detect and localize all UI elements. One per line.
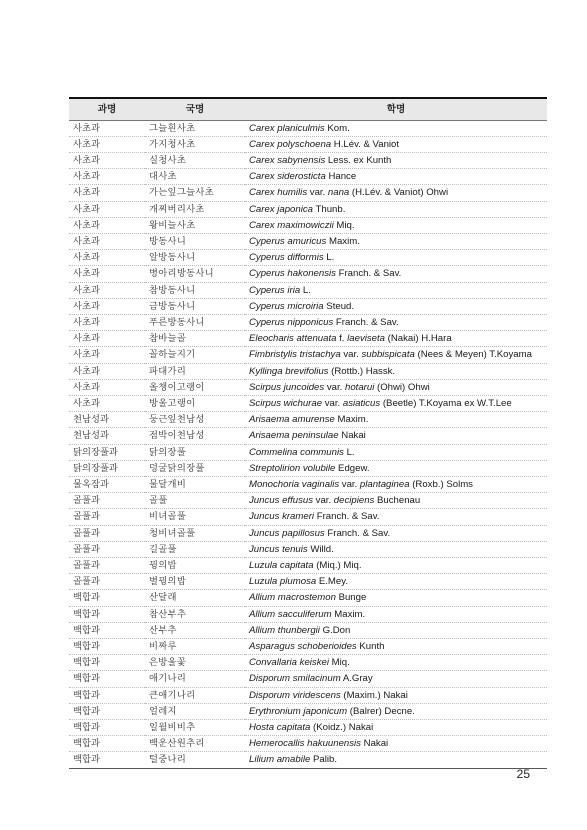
scientific-name-italic: Arisaema peninsulae (249, 430, 339, 442)
scientific-name-text: Palib. (310, 754, 337, 766)
family-cell: 닭의장풀과 (69, 460, 145, 476)
table-row (69, 120, 547, 136)
family-cell: 사초과 (69, 331, 145, 347)
scientific-name-italic: Lilium amabile (249, 754, 311, 766)
scientific-name-italic: Carex japonica (249, 203, 313, 215)
header-scientific-name: 학명 (245, 98, 547, 120)
scientific-name-cell (245, 606, 547, 622)
scientific-name-text: Franch. & Sav. (335, 268, 402, 280)
scientific-name-italic: Carex humilis (249, 187, 308, 199)
table-row (69, 460, 547, 476)
table-row (69, 671, 547, 687)
family-cell: 사초과 (69, 152, 145, 168)
scientific-name-cell (245, 395, 547, 411)
scientific-name-text: (Beetle) T.Koyama ex W.T.Lee (380, 397, 512, 409)
scientific-name-text: Kunth (356, 641, 385, 652)
scientific-name-text: Steud. (323, 300, 355, 312)
family-cell: 골풀과 (69, 509, 145, 525)
scientific-name-cell (245, 412, 547, 428)
korean-name-cell: 백운산원추리 (145, 736, 245, 752)
table-row (69, 331, 547, 347)
scientific-name-cell (245, 217, 547, 233)
family-cell: 백합과 (69, 687, 145, 703)
table-row (69, 574, 547, 590)
scientific-name-italic: Allium macrostemon (249, 592, 336, 604)
scientific-name-text: Less. ex Kunth (325, 154, 392, 166)
table-row (69, 217, 547, 233)
table-row (69, 379, 547, 395)
scientific-name-italic: Allium sacculiferum (249, 608, 332, 620)
scientific-name-italic: Monochoria vaginalis (249, 478, 340, 490)
korean-name-cell: 별꿩의밥 (145, 574, 245, 590)
korean-name-cell: 비짜루 (145, 639, 245, 655)
korean-name-cell: 가지청사초 (145, 136, 245, 152)
korean-name-cell: 실청사초 (145, 152, 245, 168)
table-row (69, 136, 547, 152)
scientific-name-italic: Carex polyschoena (249, 138, 332, 150)
korean-name-cell: 얼레지 (145, 703, 245, 719)
korean-name-cell: 가는잎그늘사초 (145, 185, 245, 201)
family-cell: 사초과 (69, 136, 145, 152)
scientific-name-italic: Scirpus wichurae (249, 397, 323, 409)
table-row (69, 590, 547, 606)
korean-name-cell: 대사초 (145, 169, 245, 185)
table-row (69, 639, 547, 655)
scientific-name-text: Kom. (324, 122, 350, 134)
scientific-name-cell (245, 201, 547, 217)
scientific-name-italic: Commelina communis (249, 446, 344, 458)
scientific-name-text: var. (322, 397, 343, 409)
table-header (69, 98, 547, 120)
scientific-name-text: L. (343, 446, 355, 458)
korean-name-cell: 큰애기나리 (145, 687, 245, 703)
family-cell: 백합과 (69, 736, 145, 752)
table-row (69, 412, 547, 428)
family-cell: 사초과 (69, 185, 145, 201)
korean-name-cell: 방울고랭이 (145, 395, 245, 411)
family-cell: 백합과 (69, 590, 145, 606)
scientific-name-italic: Juncus effusus (249, 495, 313, 507)
scientific-name-text: Nakai (338, 430, 366, 442)
korean-name-cell: 꼴하늘지기 (145, 347, 245, 363)
scientific-name-text: var. (324, 381, 345, 393)
page-number: 25 (516, 767, 530, 781)
family-cell: 물옥잠과 (69, 476, 145, 492)
scientific-name-italic: Hosta capitata (249, 722, 311, 734)
scientific-name-text: Maxim. (331, 608, 366, 620)
family-cell: 사초과 (69, 169, 145, 185)
scientific-name-text: Edgew. (335, 462, 370, 474)
scientific-name-text: (Nakai) H.Hara (385, 333, 452, 345)
scientific-name-italic: Cyperus hakonensis (249, 268, 336, 280)
scientific-name-italic: asiaticus (342, 397, 381, 409)
korean-name-cell: 꿩의밥 (145, 557, 245, 573)
korean-name-cell: 덩굴닭의장풀 (145, 460, 245, 476)
korean-name-cell: 참바늘골 (145, 331, 245, 347)
korean-name-cell: 물달개비 (145, 476, 245, 492)
scientific-name-cell (245, 509, 547, 525)
scientific-name-cell (245, 428, 547, 444)
table-row (69, 525, 547, 541)
family-cell: 닭의장풀과 (69, 444, 145, 460)
korean-name-cell: 닭의장풀 (145, 444, 245, 460)
scientific-name-cell (245, 460, 547, 476)
scientific-name-text: Thunb. (313, 203, 346, 215)
korean-name-cell: 은방울꽃 (145, 655, 245, 671)
scientific-name-italic: Eleocharis attenuata (249, 333, 337, 345)
scientific-name-cell (245, 120, 547, 136)
table-row (69, 169, 547, 185)
table-row (69, 655, 547, 671)
scientific-name-cell (245, 703, 547, 719)
table-row (69, 250, 547, 266)
table-row (69, 298, 547, 314)
scientific-name-italic: Juncus tenuis (249, 543, 308, 555)
korean-name-cell: 털중나리 (145, 752, 245, 768)
scientific-name-cell (245, 493, 547, 509)
scientific-name-text: Miq. (333, 219, 355, 231)
scientific-name-text: Franch. & Sav. (333, 316, 399, 328)
scientific-name-cell (245, 752, 547, 768)
korean-name-cell: 그늘흰사초 (145, 120, 245, 136)
scientific-name-text: var. (340, 349, 362, 361)
korean-name-cell: 병아리방동사니 (145, 266, 245, 282)
korean-name-cell: 올챙이고랭이 (145, 379, 245, 395)
scientific-name-italic: subbispicata (361, 349, 415, 361)
korean-name-cell: 참산부추 (145, 606, 245, 622)
family-cell: 사초과 (69, 233, 145, 249)
scientific-name-cell (245, 590, 547, 606)
scientific-name-cell (245, 444, 547, 460)
table-row (69, 509, 547, 525)
scientific-name-cell (245, 152, 547, 168)
scientific-name-italic: Cyperus microiria (249, 300, 324, 312)
species-table (69, 97, 547, 769)
korean-name-cell: 점박이천남성 (145, 428, 245, 444)
scientific-name-italic: Luzula plumosa (249, 576, 317, 588)
table-row (69, 185, 547, 201)
scientific-name-italic: Streptolirion volubile (249, 462, 336, 474)
scientific-name-cell (245, 379, 547, 395)
family-cell: 사초과 (69, 266, 145, 282)
family-cell: 사초과 (69, 282, 145, 298)
scientific-name-cell (245, 687, 547, 703)
scientific-name-text: (H.Lév. & Vaniot) Ohwi (349, 187, 449, 199)
family-cell: 백합과 (69, 720, 145, 736)
family-cell: 천남성과 (69, 412, 145, 428)
scientific-name-cell (245, 233, 547, 249)
header-korean-name: 국명 (145, 98, 245, 120)
scientific-name-cell (245, 136, 547, 152)
family-cell: 사초과 (69, 298, 145, 314)
scientific-name-italic: Carex siderosticta (249, 171, 326, 183)
scientific-name-cell (245, 639, 547, 655)
scientific-name-text: Bunge (335, 592, 367, 604)
table-row (69, 687, 547, 703)
scientific-name-italic: Hemerocallis hakuunensis (249, 738, 361, 750)
table-row (69, 444, 547, 460)
scientific-name-italic: Cyperus difformis (249, 252, 324, 264)
scientific-name-text: A.Gray (340, 673, 373, 685)
table-row (69, 347, 547, 363)
table-row (69, 282, 547, 298)
table-row (69, 314, 547, 330)
scientific-name-italic: hotarui (345, 381, 375, 393)
scientific-name-cell (245, 622, 547, 638)
family-cell: 골풀과 (69, 541, 145, 557)
header-family: 과명 (69, 98, 145, 120)
family-cell: 백합과 (69, 606, 145, 622)
korean-name-cell: 왕비늘사초 (145, 217, 245, 233)
scientific-name-text: (Balrer) Decne. (347, 705, 415, 717)
scientific-name-text: Maxim. (326, 235, 360, 247)
scientific-name-cell (245, 574, 547, 590)
korean-name-cell: 비녀골풀 (145, 509, 245, 525)
korean-name-cell: 애기나리 (145, 671, 245, 687)
scientific-name-cell (245, 476, 547, 492)
scientific-name-text: Franch. & Sav. (324, 527, 391, 539)
table-row (69, 736, 547, 752)
scientific-name-cell (245, 314, 547, 330)
scientific-name-cell (245, 655, 547, 671)
table-row (69, 152, 547, 168)
scientific-name-cell (245, 720, 547, 736)
scientific-name-italic: Carex maximowiczii (249, 219, 334, 231)
scientific-name-text: L. (323, 252, 335, 264)
family-cell: 천남성과 (69, 428, 145, 444)
korean-name-cell: 알방동사니 (145, 250, 245, 266)
family-cell: 사초과 (69, 395, 145, 411)
scientific-name-text: var. (339, 478, 360, 490)
scientific-name-cell (245, 169, 547, 185)
korean-name-cell: 산달래 (145, 590, 245, 606)
korean-name-cell: 일월비비추 (145, 720, 245, 736)
scientific-name-text: L. (300, 284, 311, 296)
table-row (69, 752, 547, 768)
scientific-name-italic: Juncus krameri (249, 511, 315, 523)
scientific-name-italic: nana (327, 187, 350, 199)
scientific-name-text: Buchenau (374, 495, 421, 507)
scientific-name-italic: Allium thunbergii (249, 624, 320, 636)
table-row (69, 703, 547, 719)
scientific-name-italic: Cyperus iria (249, 284, 301, 296)
scientific-name-text: H.Lév. & Vaniot (331, 138, 400, 150)
table-row (69, 476, 547, 492)
scientific-name-text: var. (313, 495, 334, 507)
korean-name-cell: 참방동사니 (145, 282, 245, 298)
scientific-name-cell (245, 671, 547, 687)
scientific-name-italic: Erythronium japonicum (249, 705, 348, 717)
scientific-name-cell (245, 557, 547, 573)
scientific-name-text: Miq. (328, 657, 350, 669)
scientific-name-text: f. (336, 333, 348, 345)
scientific-name-text: Franch. & Sav. (314, 511, 380, 523)
korean-name-cell: 푸른방동사니 (145, 314, 245, 330)
scientific-name-text: Nakai (360, 738, 389, 750)
family-cell: 백합과 (69, 703, 145, 719)
scientific-name-italic: laeviseta (347, 333, 386, 345)
scientific-name-text: (Ohwi) Ohwi (374, 381, 430, 393)
scientific-name-italic: Cyperus amuricus (249, 235, 327, 247)
family-cell: 사초과 (69, 250, 145, 266)
scientific-name-cell (245, 282, 547, 298)
scientific-name-text: (Rottb.) Hassk. (328, 365, 396, 377)
family-cell: 백합과 (69, 655, 145, 671)
family-cell: 사초과 (69, 120, 145, 136)
scientific-name-italic: Cyperus nipponicus (249, 316, 334, 328)
scientific-name-text: Hance (325, 171, 357, 183)
scientific-name-italic: Kyllinga brevifolius (249, 365, 329, 377)
scientific-name-italic: Scirpus juncoides (249, 381, 325, 393)
scientific-name-text: (Maxim.) Nakai (340, 689, 408, 701)
scientific-name-italic: Luzula capitata (249, 559, 314, 571)
family-cell: 백합과 (69, 671, 145, 687)
scientific-name-italic: Fimbristylis tristachya (249, 349, 341, 361)
family-cell: 백합과 (69, 639, 145, 655)
scientific-name-italic: Arisaema amurense (249, 414, 335, 426)
family-cell: 사초과 (69, 314, 145, 330)
scientific-name-italic: Asparagus schoberioides (249, 641, 357, 652)
scientific-name-cell (245, 298, 547, 314)
family-cell: 골풀과 (69, 557, 145, 573)
family-cell: 사초과 (69, 379, 145, 395)
scientific-name-text: G.Don (319, 624, 351, 636)
korean-name-cell: 둥근잎천남성 (145, 412, 245, 428)
table-row (69, 557, 547, 573)
scientific-name-cell (245, 347, 547, 363)
scientific-name-italic: Juncus papillosus (249, 527, 325, 539)
scientific-name-cell (245, 363, 547, 379)
scientific-name-cell (245, 331, 547, 347)
table-row (69, 395, 547, 411)
family-cell: 사초과 (69, 347, 145, 363)
scientific-name-italic: decipiens (333, 495, 375, 507)
scientific-name-text: (Miq.) Miq. (313, 559, 362, 571)
scientific-name-italic: Carex planiculmis (249, 122, 325, 134)
scientific-name-text: var. (307, 187, 328, 199)
scientific-name-text: Maxim. (334, 414, 369, 426)
scientific-name-cell (245, 541, 547, 557)
family-cell: 골풀과 (69, 525, 145, 541)
table-row (69, 201, 547, 217)
korean-name-cell: 골풀 (145, 493, 245, 509)
scientific-name-cell (245, 736, 547, 752)
scientific-name-italic: Carex sabynensis (249, 154, 326, 166)
korean-name-cell: 산부추 (145, 622, 245, 638)
scientific-name-text: (Koidz.) Nakai (310, 722, 374, 734)
korean-name-cell: 방동사니 (145, 233, 245, 249)
korean-name-cell: 개찌버리사초 (145, 201, 245, 217)
scientific-name-italic: plantaginea (359, 478, 410, 490)
family-cell: 골풀과 (69, 574, 145, 590)
family-cell: 백합과 (69, 622, 145, 638)
scientific-name-cell (245, 250, 547, 266)
korean-name-cell: 청비녀골풀 (145, 525, 245, 541)
scientific-name-text: Willd. (307, 543, 334, 555)
table-row (69, 363, 547, 379)
family-cell: 사초과 (69, 363, 145, 379)
table-row (69, 606, 547, 622)
scientific-name-italic: Disporum viridescens (249, 689, 341, 701)
table-row (69, 720, 547, 736)
table-row (69, 233, 547, 249)
family-cell: 백합과 (69, 752, 145, 768)
family-cell: 사초과 (69, 201, 145, 217)
korean-name-cell: 금방동사니 (145, 298, 245, 314)
korean-name-cell: 파대가리 (145, 363, 245, 379)
table-body (69, 120, 547, 768)
table-row (69, 266, 547, 282)
scientific-name-text: E.Mey. (316, 576, 349, 588)
table-row (69, 428, 547, 444)
scientific-name-text: (Nees & Meyen) T.Koyama (414, 349, 532, 361)
scientific-name-text: (Roxb.) Solms (409, 478, 473, 490)
korean-name-cell: 길골풀 (145, 541, 245, 557)
scientific-name-cell (245, 185, 547, 201)
table-row (69, 541, 547, 557)
table-row (69, 622, 547, 638)
scientific-name-cell (245, 525, 547, 541)
scientific-name-cell (245, 266, 547, 282)
scientific-name-italic: Disporum smilacinum (249, 673, 341, 685)
table-row (69, 493, 547, 509)
scientific-name-italic: Convallaria keiskei (249, 657, 329, 669)
family-cell: 골풀과 (69, 493, 145, 509)
family-cell: 사초과 (69, 217, 145, 233)
